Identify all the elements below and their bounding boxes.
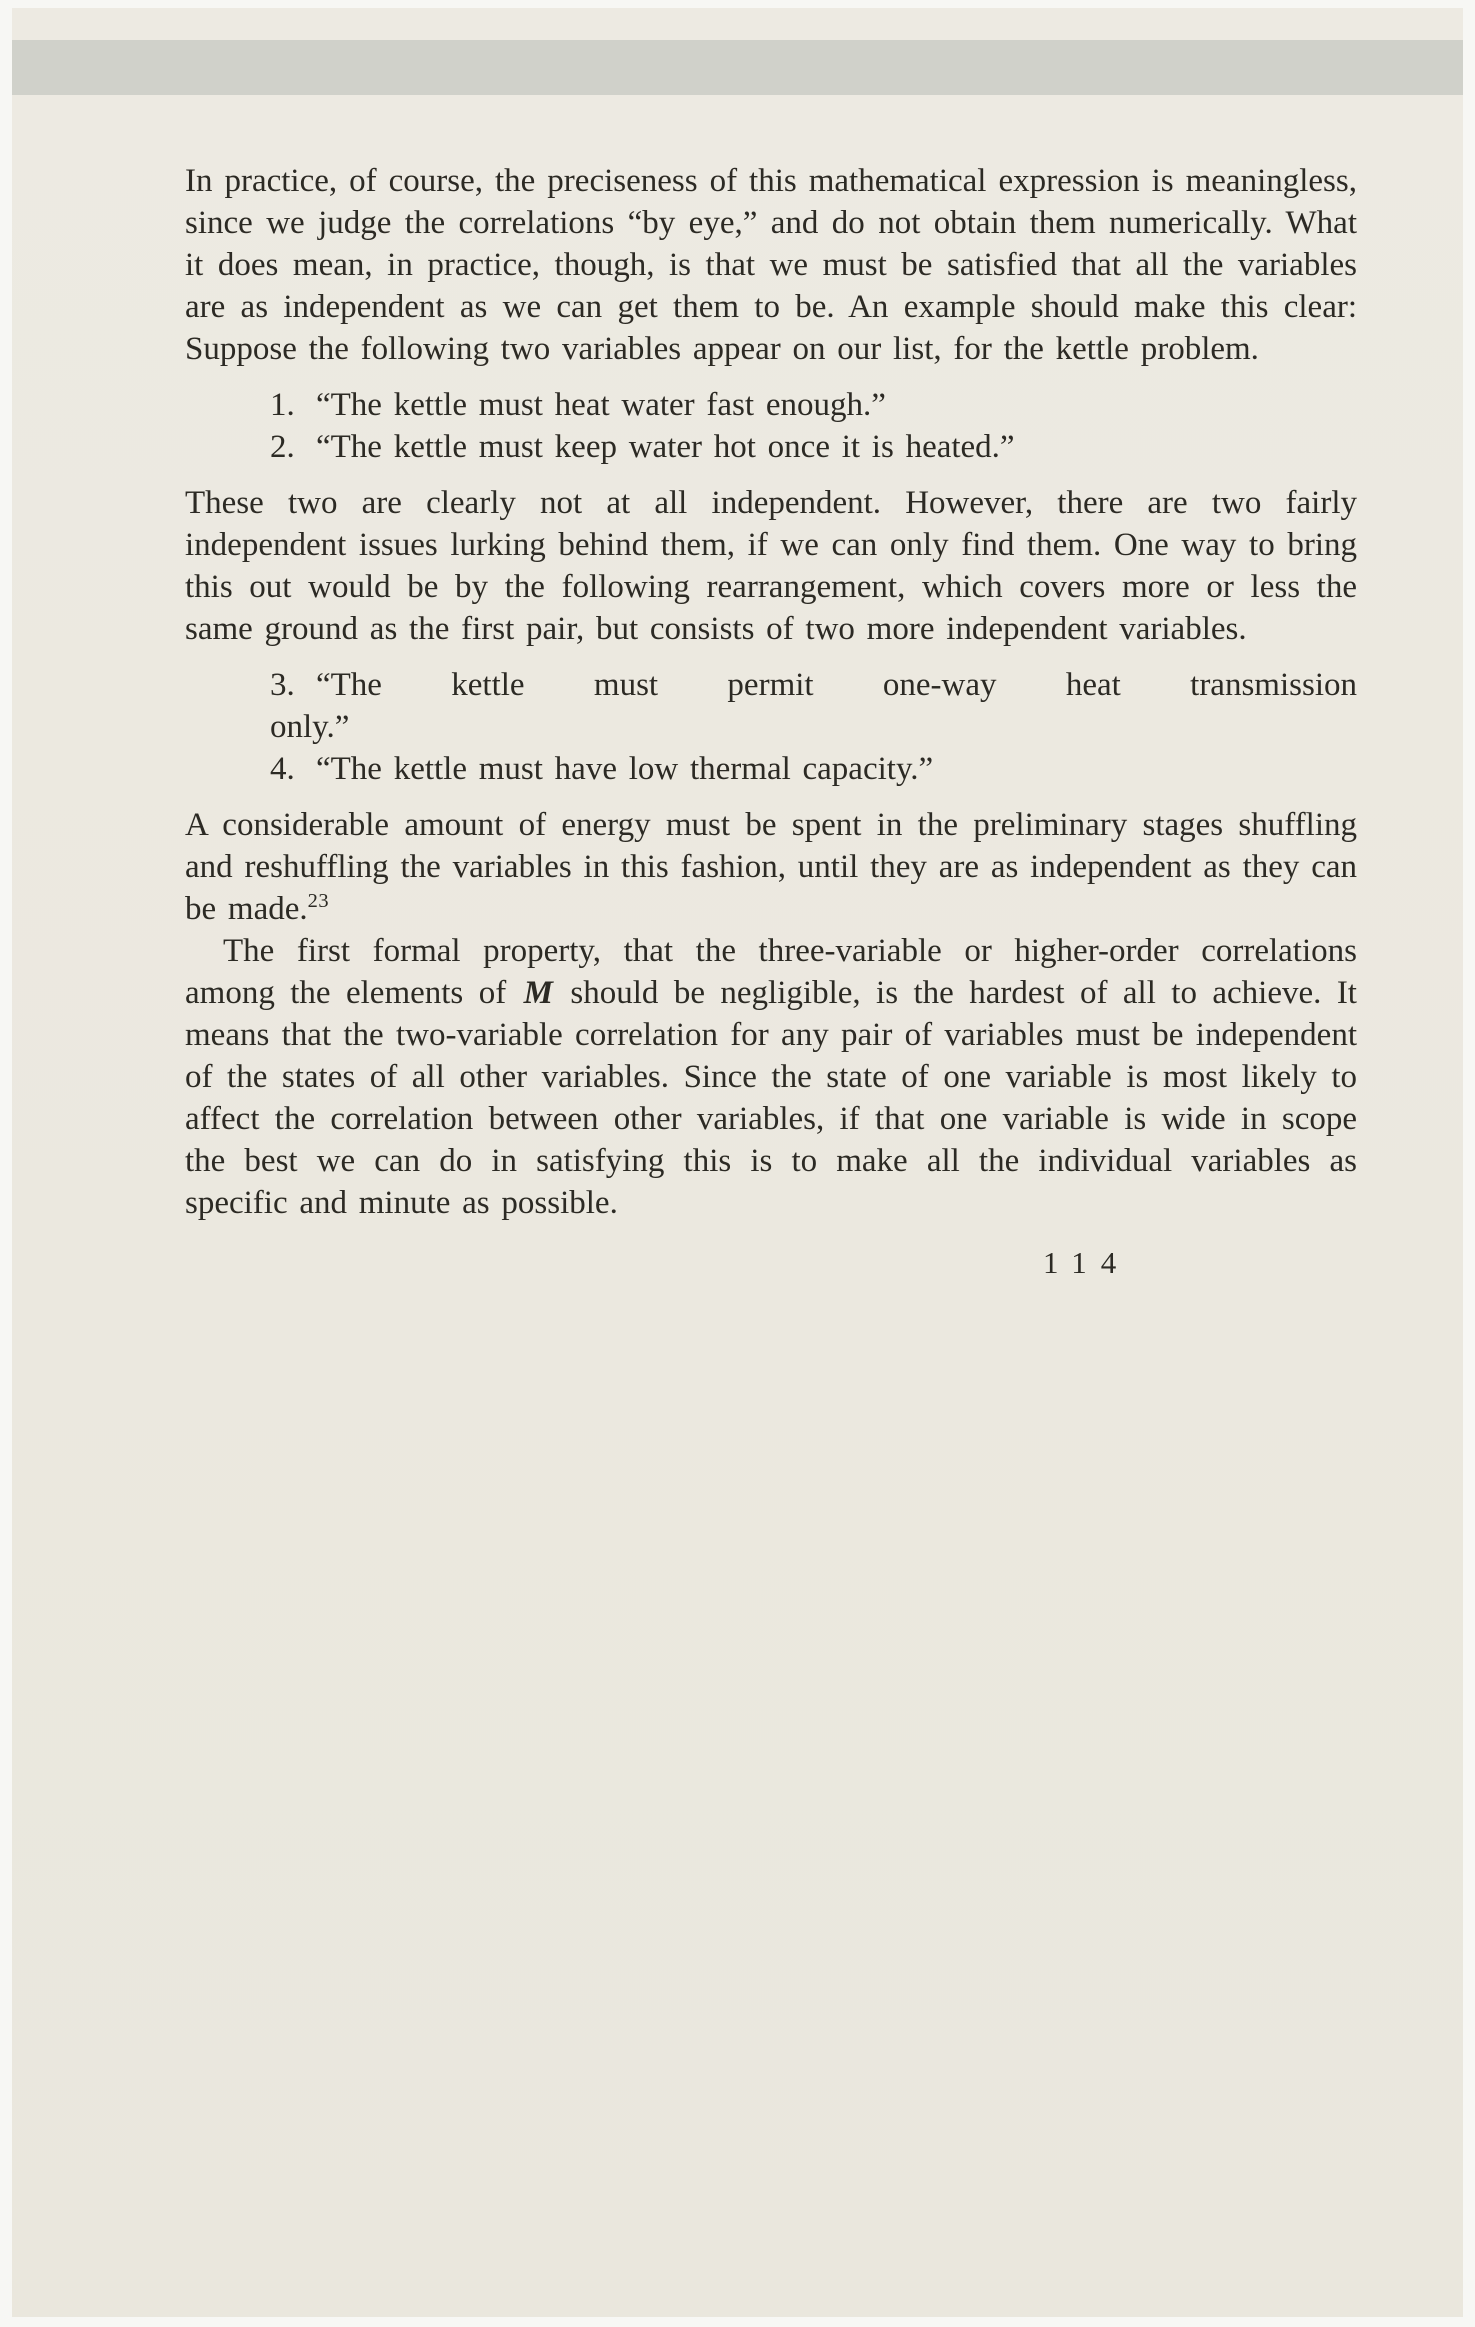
- text-block: [185, 160, 1357, 1284]
- item-text: “The kettle must heat water fast enough.”: [316, 387, 886, 423]
- item-text: “The kettle must keep water hot once it is heated.”: [316, 429, 1015, 465]
- page-number: 114: [1043, 1245, 1131, 1280]
- paragraph-3: [185, 804, 1357, 930]
- item-text: “The kettle must permit one-way heat transmission: [316, 667, 1357, 703]
- paragraph-1: In practice, of course, the preciseness of this mathematical expression is meaningless, since we judge the correlations “by eye,” and do not obtain them numerically. What it does mean, in practice, though, is that we must be satisfied that all the variables are as independent as we can get them to be. An example should make this clear: Suppose the following two variables appear on our list, for the kettle problem.: [185, 163, 1357, 367]
- numbered-list-b: [185, 664, 1357, 790]
- item-text: “The kettle must have low thermal capacity.”: [316, 751, 934, 787]
- list-item-2: [185, 426, 1357, 468]
- list-item-3: [185, 664, 1357, 748]
- item-number: 2.: [270, 429, 295, 465]
- paragraph-4-text-b: should be negligible, is the hardest of all to achieve. It means that the two-variable correlation for any pair of variables must be independent of the states of all other variables. Since the state of one variable is most likely to affect the correlation between other variables, if that one variable is wide in scope the best we can do in satisfying this is to make all the individual variables as specific and minute as possible.: [185, 975, 1357, 1221]
- item-text-continuation: only.”: [270, 709, 350, 745]
- page-surface: [12, 8, 1463, 2317]
- footnote-reference: 23: [307, 890, 330, 912]
- paragraph-2: These two are clearly not at all independent. However, there are two fairly independent issues lurking behind them, if we can only find them. One way to bring this out would be by the following rearrangement, which covers more or less the same ground as the first pair, but consists of two more independent variables.: [185, 485, 1357, 647]
- item-number: 4.: [270, 751, 295, 787]
- paragraph-4: [185, 930, 1357, 1224]
- item-number: 3.: [270, 667, 295, 703]
- scan-artifact-band: [12, 40, 1463, 95]
- list-item-1: [185, 384, 1357, 426]
- paragraph-3-text: A considerable amount of energy must be spent in the preliminary stages shuffling and reshuffling the variables in this fashion, until they are as independent as they can be made.: [185, 807, 1357, 927]
- math-variable-M: M: [523, 975, 553, 1011]
- numbered-list-a: [185, 384, 1357, 468]
- list-item-4: [185, 748, 1357, 790]
- paragraph-4-text-a: The first formal property, that the three-variable or higher-order correlations among the elements of: [185, 933, 1357, 1011]
- item-number: 1.: [270, 387, 295, 423]
